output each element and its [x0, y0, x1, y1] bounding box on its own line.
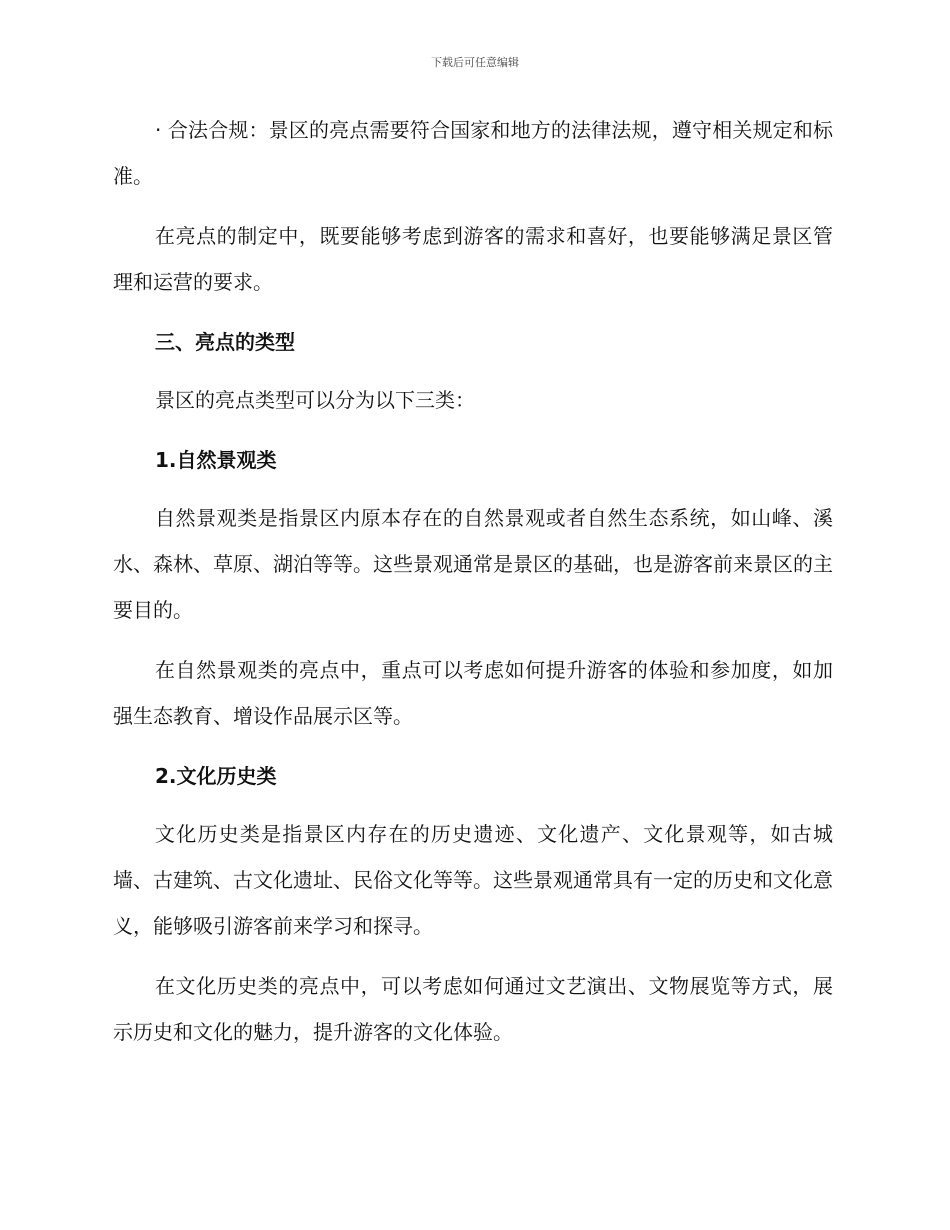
paragraph-cultural-highlights: 在文化历史类的亮点中，可以考虑如何通过文艺演出、文物展览等方式，展示历史和文化的魅力，提升游客的文化体验。: [113, 974, 833, 1044]
paragraph-cultural-definition: 文化历史类是指景区内存在的历史遗迹、文化遗产、文化景观等，如古城墙、古建筑、古文化遗址、民俗文化等等。这些景观通常具有一定的历史和文化意义，能够吸引游客前来学习和探寻。: [113, 822, 833, 938]
subheading-natural: 1.自然景观类: [155, 448, 277, 472]
paragraph-formulation: 在亮点的制定中，既要能够考虑到游客的需求和喜好，也要能够满足景区管理和运营的要求。: [113, 224, 833, 294]
paragraph-legal-compliance: · 合法合规：景区的亮点需要符合国家和地方的法律法规，遵守相关规定和标准。: [113, 118, 833, 188]
paragraph-natural-definition: 自然景观类是指景区内原本存在的自然景观或者自然生态系统，如山峰、溪水、森林、草原、湖泊等等。这些景观通常是景区的基础，也是游客前来景区的主要目的。: [113, 506, 833, 622]
paragraph-natural-highlights: 在自然景观类的亮点中，重点可以考虑如何提升游客的体验和参加度，如加强生态教育、增设作品展示区等。: [113, 658, 833, 728]
subheading-cultural: 2.文化历史类: [155, 764, 277, 788]
section-heading-types: 三、亮点的类型: [155, 330, 295, 354]
paragraph-types-intro: 景区的亮点类型可以分为以下三类：: [155, 388, 475, 412]
page-header-note: 下载后可任意编辑: [431, 56, 519, 69]
document-body: [113, 107, 833, 1069]
